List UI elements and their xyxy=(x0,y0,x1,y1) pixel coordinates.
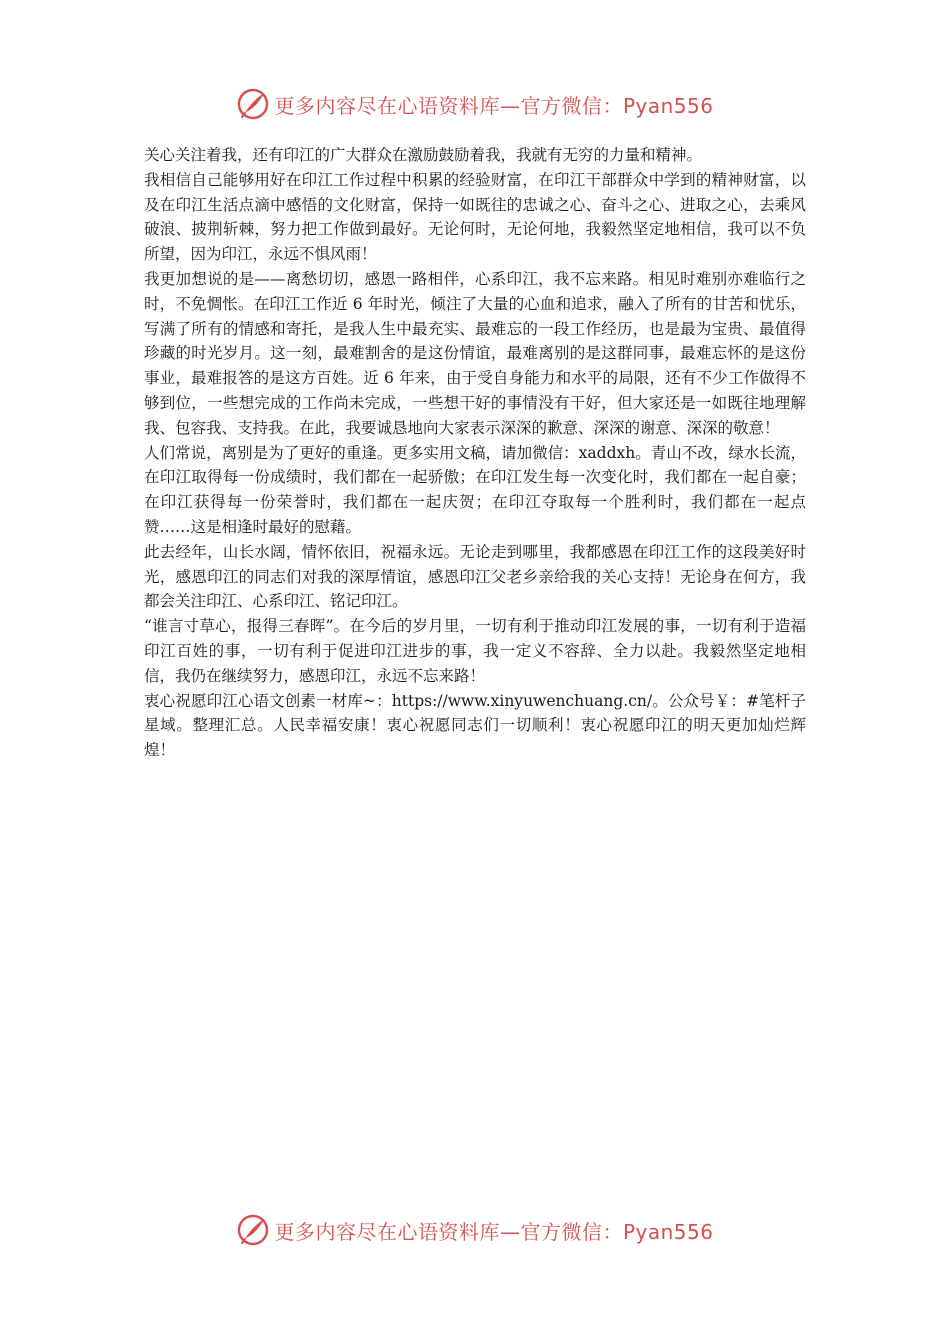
paragraph-3: 我更加想说的是——离愁切切，感恩一路相伴，心系印江，我不忘来路。相见时难别亦难临行之时，不免惆怅。在印江工作近 6 年时光，倾注了大量的心血和追求，融入了所有的甘苦和忧乐，写满了所有的情感和寄托，是我人生中最充实、最难忘的一段工作经历，也是最为宝贵、最值得珍藏的时光岁月。这一刻，最难割舍的是这份情谊，最难离别的是这群同事，最难忘怀的是这份事业，最难报答的是这方百姓。近 6 年来，由于受自身能力和水平的局限，还有不少工作做得不够到位，一些想完成的工作尚未完成，一些想干好的事情没有干好，但大家还是一如既往地理解我、包容我、支持我。在此，我要诚恳地向大家表示深深的歉意、深深的谢意、深深的敬意！ xyxy=(144,269,806,437)
paragraph-1: 关心关注着我，还有印江的广大群众在激励鼓励着我，我就有无穷的力量和精神。 xyxy=(144,146,703,164)
paragraph-6: “谁言寸草心，报得三春晖”。在今后的岁月里，一切有利于推动印江发展的事，一切有利于造福印江百姓的事，一切有利于促进印江进步的事，我一定义不容辞、全力以赴。我毅然坚定地相信，我仍在继续努力，感恩印江，永远不忘来路！ xyxy=(144,617,806,685)
paragraph-4: 人们常说，离别是为了更好的重逢。更多实用文稿，请加微信：xaddxh。青山不改，绿水长流，在印江取得每一份成绩时，我们都在一起骄傲；在印江发生每一次变化时，我们都在一起自豪；在印江获得每一份荣誉时，我们都在一起庆贺；在印江夺取每一个胜利时，我们都在一起点赞……这是相逢时最好的慰藉。 xyxy=(144,443,806,536)
footer-banner xyxy=(0,1208,950,1252)
footer-banner-text: 更多内容尽在心语资料库—官方微信：Pyan556 xyxy=(274,1219,714,1244)
paragraph-2: 我相信自己能够用好在印江工作过程中积累的经验财富，在印江干部群众中学到的精神财富，以及在印江生活点滴中感悟的文化财富，保持一如既往的忠诚之心、奋斗之心、进取之心，去乘风破浪、披荆斩棘，努力把工作做到最好。无论何时，无论何地，我毅然坚定地相信，我可以不负所望，因为印江，永远不惧风雨！ xyxy=(144,170,806,264)
quill-logo-icon xyxy=(236,1213,270,1247)
header-banner xyxy=(0,82,950,126)
paragraph-7: 衷心祝愿印江心语文创素一材库~：https://www.xinyuwenchuang.cn/。公众号￥：#笔杆子星域。整理汇总。人民幸福安康！衷心祝愿同志们一切顺利！衷心祝愿印江的明天更加灿烂辉煌！ xyxy=(144,691,806,760)
quill-logo-icon xyxy=(236,87,270,121)
header-banner-text: 更多内容尽在心语资料库—官方微信：Pyan556 xyxy=(274,93,714,118)
paragraph-5: 此去经年，山长水阔，情怀依旧，祝福永远。无论走到哪里，我都感恩在印江工作的这段美好时光，感恩印江的同志们对我的深厚情谊，感恩印江父老乡亲给我的关心支持！无论身在何方，我都会关注印江、心系印江、铭记印江。 xyxy=(144,542,806,611)
document-body xyxy=(144,143,806,763)
